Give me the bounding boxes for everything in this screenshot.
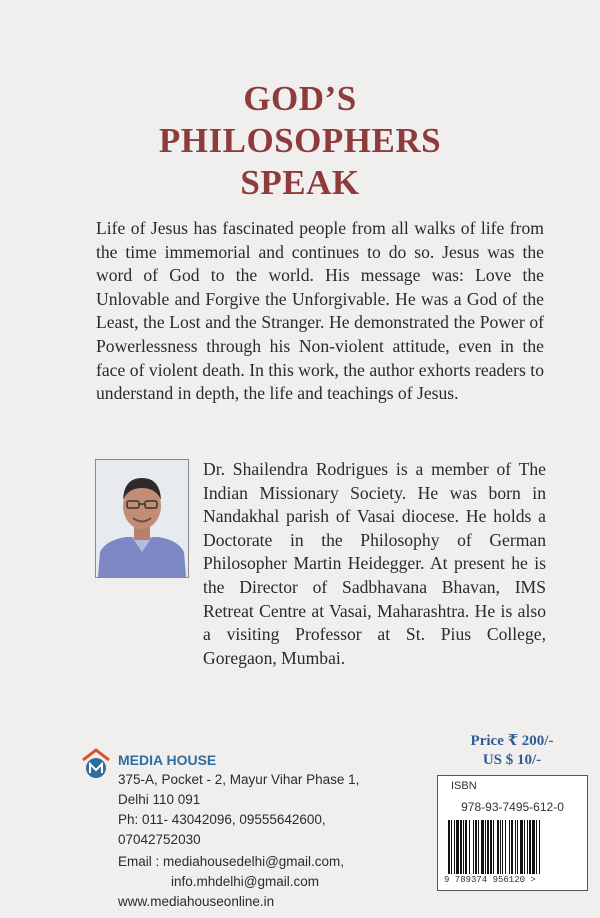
barcode-bar [469, 820, 470, 874]
isbn-label: ISBN [451, 780, 477, 792]
media-house-logo-icon [81, 748, 111, 780]
price-block [442, 732, 582, 770]
barcode-bar [539, 820, 540, 874]
barcode-bar [524, 820, 525, 874]
barcode-bar [481, 820, 484, 874]
barcode-bar [448, 820, 450, 874]
barcode-bar [490, 820, 492, 874]
publisher-name: MEDIA HOUSE [118, 752, 217, 768]
barcode-bar [529, 820, 531, 874]
isbn-barcode [446, 820, 579, 876]
barcode-bar [497, 820, 499, 874]
publisher-website: www.mediahouseonline.in [118, 894, 275, 909]
author-portrait-icon [96, 460, 188, 577]
barcode-bar [456, 820, 459, 874]
barcode-bar [487, 820, 489, 874]
barcode-digits: 9 789374 956120 > [444, 875, 536, 885]
publisher-email-1: Email : mediahousedelhi@gmail.com, [118, 854, 345, 869]
isbn-number: 978-93-7495-612-0 [461, 800, 564, 814]
publisher-address-1: 375-A, Pocket - 2, Mayur Vihar Phase 1, [118, 772, 360, 787]
title-line-1: GOD’S [243, 79, 357, 118]
barcode-bar [505, 820, 506, 874]
author-bio: Dr. Shailendra Rodrigues is a member of The Indian Missionary Society. He was born in Nandakhal parish of Vasai diocese. He holds a Doctorate in the Philosophy of German Philosopher Martin Heidegger. At present he is the Director of Sadbhavana Bhavan, IMS Retreat Centre at Vasai, Maharashtra. He is also a visiting Professor at St. Pius College, Goregaon, Mumbai. [203, 459, 546, 668]
barcode-bar [511, 820, 513, 874]
title-line-2: PHILOSOPHERS [158, 121, 442, 160]
publisher-email-2: info.mhdelhi@gmail.com [171, 874, 320, 889]
book-blurb: Life of Jesus has fascinated people from all walks of life from the time immemorial and continues to do so. Jesus was the word of God to the world. His message was: Love the Unlovable and Forgive the Unforgivable. He was a God of the Least, the Lost and the Stranger. He demonstrated the Power of Powerlessness through his Non-violent attitude, even in the face of violent death. In this work, the author exhorts readers to understand in depth, the life and teachings of Jesus. [96, 218, 544, 404]
author-photo [95, 459, 189, 578]
barcode-bar [485, 820, 486, 874]
barcode-bar [532, 820, 535, 874]
barcode-bar [502, 820, 503, 874]
barcode-bar [517, 820, 518, 874]
publisher-phone-2: 07042752030 [118, 832, 201, 847]
barcode-bar [527, 820, 528, 874]
barcode-bar [509, 820, 510, 874]
barcode-bar [475, 820, 477, 874]
barcode-bar [465, 820, 467, 874]
barcode-bar [473, 820, 474, 874]
barcode-bar [478, 820, 479, 874]
isbn-box [437, 775, 588, 891]
book-title [0, 78, 600, 204]
title-line-3: SPEAK [240, 163, 360, 202]
barcode-bar [520, 820, 523, 874]
barcode-bar [454, 820, 455, 874]
barcode-bar [493, 820, 494, 874]
barcode-bar [460, 820, 462, 874]
barcode-bar [500, 820, 501, 874]
barcode-bar [536, 820, 537, 874]
publisher-address-2: Delhi 110 091 [118, 792, 201, 807]
price-usd: US $ 10/- [482, 752, 542, 768]
barcode-bar [451, 820, 452, 874]
barcode-bar [515, 820, 516, 874]
publisher-phone-1: Ph: 011- 43042096, 09555642600, [118, 812, 326, 827]
price-inr: Price ₹ 200/- [470, 733, 554, 749]
barcode-bar [463, 820, 464, 874]
